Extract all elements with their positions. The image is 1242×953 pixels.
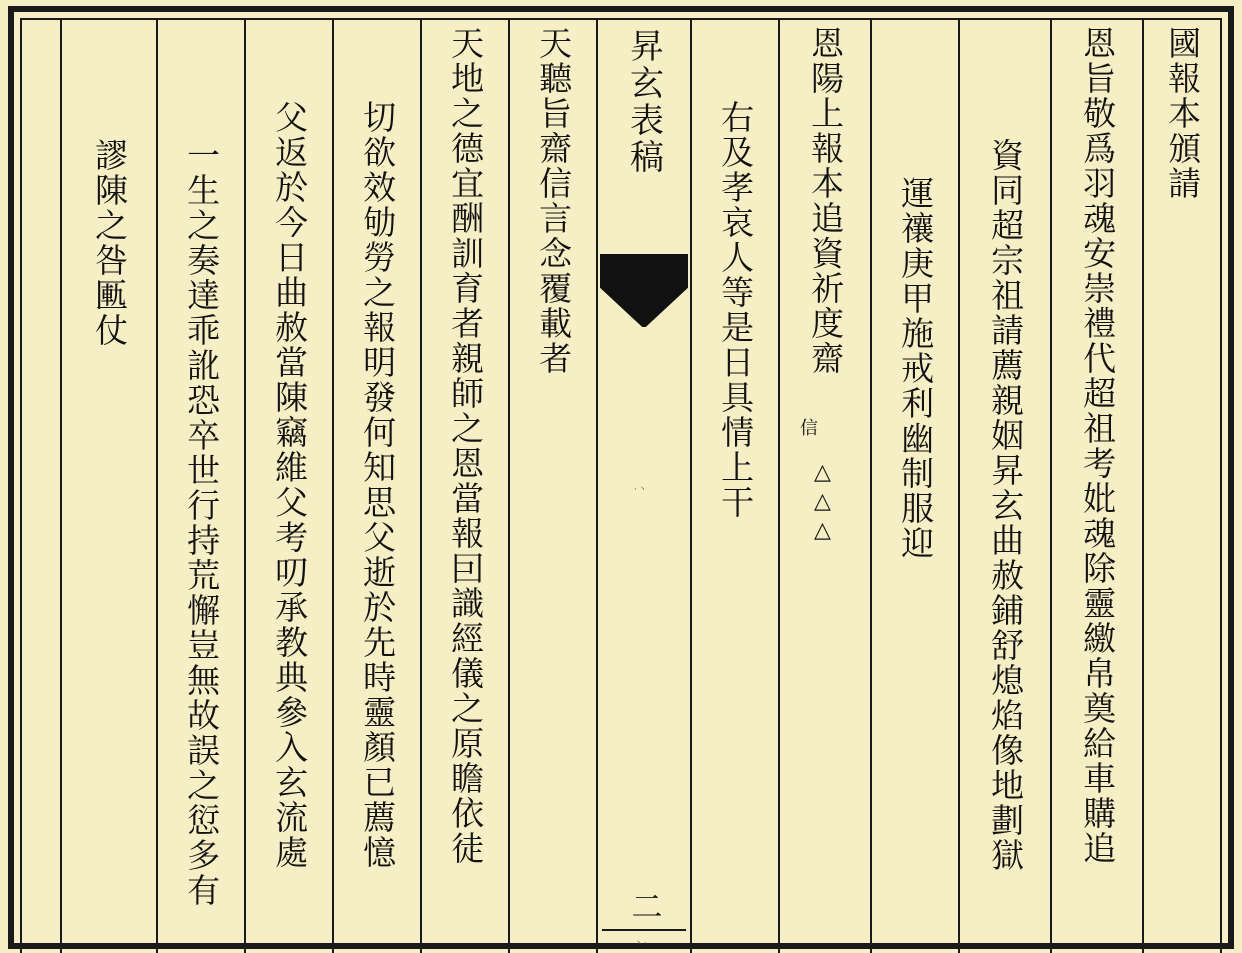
column-text: 恩旨敬爲羽魂安崇禮代超祖考妣魂除靈繳帛奠給車購追 [1078, 26, 1118, 866]
text-column-4 [870, 20, 958, 953]
text-column-2 [1050, 20, 1142, 953]
column-text: 恩陽上報本追資祈度齋 [806, 26, 846, 376]
column-text: 運禳庚甲施戒利幽制服迎 [896, 176, 936, 561]
left-margin [22, 20, 60, 953]
text-column-9 [332, 20, 420, 953]
fishtail-ornament [598, 254, 690, 326]
text-column-1 [1142, 20, 1220, 953]
text-column-5 [778, 20, 870, 953]
text-column-8 [420, 20, 508, 953]
page-number-rule [602, 929, 686, 931]
text-columns [22, 20, 1220, 953]
column-text: 天聽旨齋信言念覆載者 [534, 26, 574, 376]
faint-mark-upper: ·丶 [634, 485, 648, 495]
column-text: 天地之德宜酬訓育者親師之恩當報囙識經儀之原瞻依徒 [446, 26, 486, 866]
page-number-box [598, 890, 690, 925]
page-number: 二 [625, 890, 662, 921]
text-column-11 [156, 20, 244, 953]
column-text: 右及孝哀人等是日具情上干 [716, 100, 756, 520]
column-text: 國報本頒請 [1163, 26, 1203, 201]
column-text: 切欲效劬勞之報明發何知思父逝於先時靈顏已薦憶 [358, 100, 398, 870]
column-text: 父返於今日曲赦當陳竊維父考叨承教典參入玄流處 [270, 100, 310, 870]
column-sidenote: 信 [797, 418, 818, 437]
faint-mark-lower: 丶· [634, 939, 648, 949]
column-text: 資同超宗祖請薦親姻昇玄曲赦鋪舒熄焰像地劃獄 [986, 138, 1026, 873]
text-column-3 [958, 20, 1050, 953]
text-column-6 [690, 20, 778, 953]
book-title: 昇玄表稿 [623, 28, 664, 176]
center-title-column [596, 20, 690, 953]
text-column-12 [60, 20, 156, 953]
column-text: 一生之奏達乖訛恐卒世行持荒懈豈無故誤之愆多有 [182, 138, 222, 908]
text-column-10 [244, 20, 332, 953]
triangle-marks: △△△ [810, 460, 835, 547]
column-text: 謬陳之咎匭仗 [90, 138, 130, 348]
text-column-7 [508, 20, 596, 953]
